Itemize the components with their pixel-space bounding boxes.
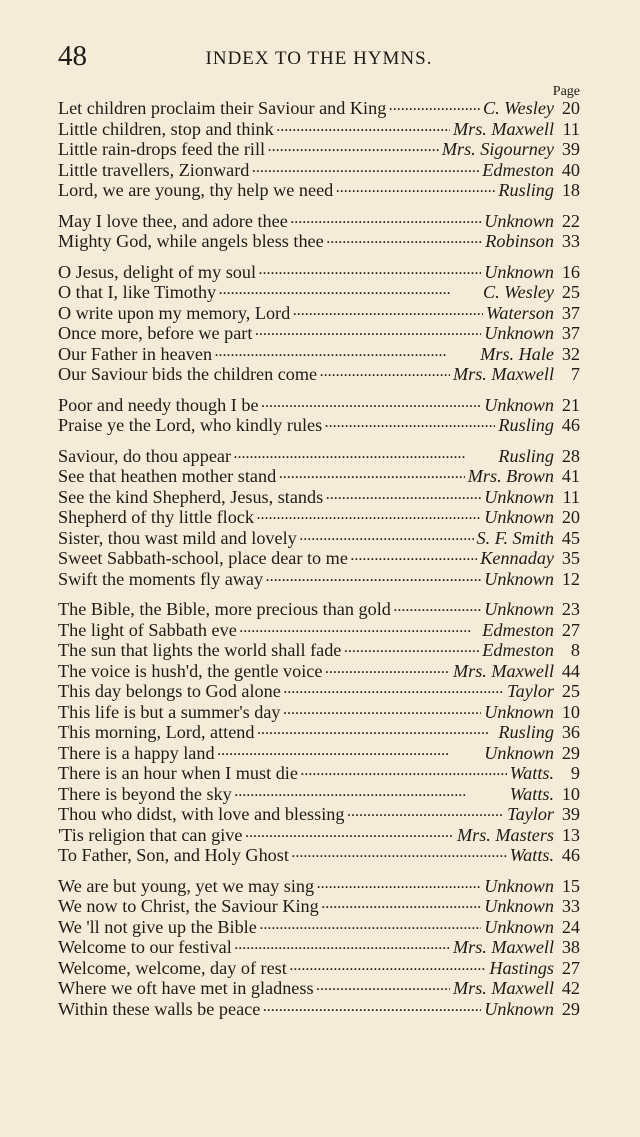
dot-leader bbox=[327, 233, 483, 247]
hymn-author: Watts. bbox=[509, 763, 554, 783]
dot-leader bbox=[284, 683, 504, 697]
hymn-page-number: 46 bbox=[561, 845, 580, 865]
index-entry bbox=[58, 804, 580, 825]
hymn-first-line: O Jesus, delight of my soul bbox=[58, 261, 257, 282]
hymn-author: Mrs. Maxwell bbox=[452, 937, 554, 957]
dot-leader bbox=[290, 960, 486, 974]
hymn-author: Unknown bbox=[484, 998, 554, 1019]
dot-leader bbox=[277, 121, 450, 135]
hymn-first-line: Little rain-drops feed the rill bbox=[58, 139, 266, 159]
hymn-author: Mrs. Maxwell bbox=[452, 660, 554, 681]
hymn-author: Mrs. Brown bbox=[467, 466, 554, 486]
hymn-first-line: There is an hour when I must die bbox=[58, 763, 298, 783]
hymn-first-line: Our Father in heaven bbox=[58, 343, 213, 364]
hymn-page-number: 36 bbox=[561, 722, 580, 742]
dot-leader bbox=[235, 786, 507, 800]
hymn-author: Unknown bbox=[484, 875, 554, 896]
hymn-first-line: Shepherd of thy little flock bbox=[58, 507, 254, 527]
hymn-author: Hastings bbox=[489, 957, 554, 978]
hymn-author: Taylor bbox=[507, 681, 554, 701]
hymn-first-line: Saviour, do thou appear bbox=[58, 445, 232, 466]
dot-leader bbox=[263, 1001, 481, 1015]
index-group bbox=[58, 876, 580, 1020]
hymn-author: Unknown bbox=[484, 261, 554, 282]
hymn-page-number: 8 bbox=[570, 640, 580, 660]
hymn-first-line: O that I, like Timothy bbox=[58, 282, 217, 302]
dot-leader bbox=[252, 162, 479, 176]
index-group bbox=[58, 446, 580, 590]
hymn-first-line: O write upon my memory, Lord bbox=[58, 302, 291, 323]
hymn-first-line: The sun that lights the world shall fade bbox=[58, 640, 342, 660]
index-entry bbox=[58, 364, 580, 385]
index-entry bbox=[58, 528, 580, 549]
hymn-page-number: 28 bbox=[561, 445, 580, 466]
index-group bbox=[58, 98, 580, 201]
index-entry bbox=[58, 344, 580, 365]
hymn-page-number: 9 bbox=[570, 763, 580, 783]
dot-leader bbox=[317, 980, 450, 994]
dot-leader bbox=[266, 571, 481, 585]
index-entry bbox=[58, 743, 580, 764]
hymn-page-number: 27 bbox=[561, 957, 580, 978]
index-entry bbox=[58, 446, 580, 467]
hymn-page-number: 35 bbox=[561, 548, 580, 568]
index-entry bbox=[58, 599, 580, 620]
hymn-author: Mrs. Maxwell bbox=[452, 364, 554, 384]
dot-leader bbox=[284, 704, 482, 718]
hymn-page-number: 10 bbox=[561, 701, 580, 722]
hymn-author: Unknown bbox=[484, 599, 554, 619]
hymn-first-line: See that heathen mother stand bbox=[58, 466, 277, 486]
hymn-author: Unknown bbox=[484, 916, 554, 937]
hymn-author: Unknown bbox=[484, 896, 554, 916]
index-entry bbox=[58, 958, 580, 979]
hymn-first-line: Welcome, welcome, day of rest bbox=[58, 957, 287, 978]
index-entry bbox=[58, 98, 580, 119]
hymn-page-number: 7 bbox=[570, 364, 580, 384]
hymn-first-line: May I love thee, and adore thee bbox=[58, 210, 288, 231]
index-entry bbox=[58, 262, 580, 283]
hymn-author: Unknown bbox=[484, 394, 554, 415]
index-entry bbox=[58, 507, 580, 528]
dot-leader bbox=[325, 417, 495, 431]
page-number: 48 bbox=[58, 40, 87, 72]
hymn-first-line: Welcome to our festival bbox=[58, 937, 232, 957]
hymn-page-number: 39 bbox=[561, 139, 580, 159]
hymn-first-line: We are but young, yet we may sing bbox=[58, 875, 315, 896]
hymn-author: Taylor bbox=[507, 804, 554, 824]
hymn-page-number: 33 bbox=[561, 896, 580, 916]
index-entry bbox=[58, 231, 580, 252]
hymn-page-number: 13 bbox=[561, 824, 580, 845]
hymn-page-number: 46 bbox=[561, 415, 580, 435]
hymn-page-number: 21 bbox=[561, 394, 580, 415]
hymn-author: Mrs. Maxwell bbox=[452, 978, 554, 998]
hymn-first-line: The light of Sabbath eve bbox=[58, 619, 237, 640]
index-entry bbox=[58, 917, 580, 938]
hymn-first-line: We now to Christ, the Saviour King bbox=[58, 896, 319, 916]
hymn-author: Waterson bbox=[485, 302, 554, 323]
dot-leader bbox=[260, 919, 481, 933]
hymn-first-line: There is beyond the sky bbox=[58, 783, 232, 804]
hymn-page-number: 20 bbox=[561, 507, 580, 527]
hymn-author: Robinson bbox=[485, 231, 554, 251]
index-entry bbox=[58, 466, 580, 487]
hymn-page-number: 44 bbox=[561, 660, 580, 681]
index-entry bbox=[58, 620, 580, 641]
hymn-first-line: This morning, Lord, attend bbox=[58, 722, 255, 742]
hymn-author: Rusling bbox=[498, 722, 554, 742]
dot-leader bbox=[320, 366, 450, 380]
index-entry bbox=[58, 415, 580, 436]
index-entry bbox=[58, 119, 580, 140]
hymn-first-line: See the kind Shepherd, Jesus, stands bbox=[58, 486, 324, 507]
hymn-first-line: To Father, Son, and Holy Ghost bbox=[58, 845, 289, 865]
hymn-page-number: 12 bbox=[561, 568, 580, 589]
hymn-first-line: Little travellers, Zionward bbox=[58, 159, 250, 180]
dot-leader bbox=[394, 601, 481, 615]
page-header bbox=[58, 40, 580, 80]
hymn-page-number: 11 bbox=[562, 486, 580, 507]
index-entry bbox=[58, 640, 580, 661]
index-entry bbox=[58, 211, 580, 232]
hymn-page-number: 20 bbox=[561, 98, 580, 118]
dot-leader bbox=[279, 468, 465, 482]
hymn-page-number: 29 bbox=[561, 742, 580, 763]
dot-leader bbox=[234, 448, 495, 462]
hymn-author: Kennaday bbox=[480, 548, 554, 568]
index-entry bbox=[58, 999, 580, 1020]
hymn-author: S. F. Smith bbox=[476, 527, 554, 548]
hymn-author: Unknown bbox=[484, 568, 554, 589]
dot-leader bbox=[326, 489, 481, 503]
dot-leader bbox=[347, 806, 504, 820]
dot-leader bbox=[293, 305, 483, 319]
dot-leader bbox=[336, 182, 495, 196]
hymn-first-line: Poor and needy though I be bbox=[58, 394, 259, 415]
index-entry bbox=[58, 139, 580, 160]
index-entry bbox=[58, 180, 580, 201]
hymn-author: Rusling bbox=[498, 445, 554, 466]
dot-leader bbox=[258, 724, 496, 738]
hymn-page-number: 24 bbox=[561, 916, 580, 937]
dot-leader bbox=[301, 765, 507, 779]
hymn-page-number: 10 bbox=[561, 783, 580, 804]
hymn-page-number: 27 bbox=[561, 619, 580, 640]
hymn-first-line: This day belongs to God alone bbox=[58, 681, 281, 701]
hymn-page-number: 37 bbox=[561, 323, 580, 343]
index-group bbox=[58, 395, 580, 436]
index-entry bbox=[58, 896, 580, 917]
dot-leader bbox=[300, 530, 474, 544]
dot-leader bbox=[218, 745, 482, 759]
hymn-author: Unknown bbox=[484, 701, 554, 722]
hymn-first-line: Once more, before we part bbox=[58, 323, 253, 343]
hymn-first-line: Little children, stop and think bbox=[58, 118, 274, 139]
hymn-page-number: 29 bbox=[561, 998, 580, 1019]
dot-leader bbox=[257, 509, 481, 523]
dot-leader bbox=[245, 827, 454, 841]
index-entry bbox=[58, 763, 580, 784]
index-entry bbox=[58, 323, 580, 344]
index-entry bbox=[58, 569, 580, 590]
dot-leader bbox=[262, 397, 482, 411]
dot-leader bbox=[235, 939, 450, 953]
hymn-page-number: 22 bbox=[561, 210, 580, 231]
hymn-first-line: Mighty God, while angels bless thee bbox=[58, 231, 324, 251]
index-group bbox=[58, 599, 580, 866]
hymn-first-line: Sister, thou wast mild and lovely bbox=[58, 527, 297, 548]
hymn-page-number: 33 bbox=[561, 231, 580, 251]
dot-leader bbox=[219, 284, 480, 298]
index-group bbox=[58, 211, 580, 252]
hymn-page-number: 11 bbox=[562, 118, 580, 139]
hymn-author: Watts. bbox=[509, 783, 554, 804]
hymn-page-number: 16 bbox=[561, 261, 580, 282]
dot-leader bbox=[215, 346, 477, 360]
index-entry bbox=[58, 845, 580, 866]
hymn-first-line: Praise ye the Lord, who kindly rules bbox=[58, 415, 323, 435]
hymn-author: C. Wesley bbox=[482, 282, 554, 302]
hymn-first-line: We 'll not give up the Bible bbox=[58, 916, 257, 937]
dot-leader bbox=[351, 550, 477, 564]
hymn-first-line: Thou who didst, with love and blessing bbox=[58, 804, 345, 824]
index-entry bbox=[58, 876, 580, 897]
index-entry bbox=[58, 303, 580, 324]
hymn-page-number: 40 bbox=[561, 159, 580, 180]
hymn-page-number: 45 bbox=[561, 527, 580, 548]
dot-leader bbox=[389, 100, 480, 114]
hymn-page-number: 32 bbox=[561, 343, 580, 364]
hymn-page-number: 39 bbox=[561, 804, 580, 824]
dot-leader bbox=[259, 264, 481, 278]
hymn-page-number: 18 bbox=[561, 180, 580, 200]
hymn-page-number: 42 bbox=[561, 978, 580, 998]
hymn-first-line: This life is but a summer's day bbox=[58, 701, 281, 722]
index-entry bbox=[58, 784, 580, 805]
dot-leader bbox=[317, 878, 481, 892]
hymn-author: Edmeston bbox=[482, 619, 554, 640]
hymn-first-line: Within these walls be peace bbox=[58, 998, 261, 1019]
page-column-label: Page bbox=[552, 84, 580, 99]
index-entry bbox=[58, 937, 580, 958]
index-entry bbox=[58, 722, 580, 743]
hymn-first-line: Swift the moments fly away bbox=[58, 568, 264, 589]
hymn-first-line: Sweet Sabbath-school, place dear to me bbox=[58, 548, 348, 568]
hymn-first-line: The voice is hush'd, the gentle voice bbox=[58, 660, 323, 681]
dot-leader bbox=[240, 622, 479, 636]
hymn-author: Mrs. Maxwell bbox=[452, 118, 554, 139]
index-entry bbox=[58, 978, 580, 999]
index-entry bbox=[58, 661, 580, 682]
hymn-page-number: 23 bbox=[561, 599, 580, 619]
hymn-page-number: 25 bbox=[561, 282, 580, 302]
hymn-author: Unknown bbox=[484, 210, 554, 231]
hymn-author: Mrs. Hale bbox=[480, 343, 554, 364]
hymn-first-line: Let children proclaim their Saviour and King bbox=[58, 98, 387, 118]
hymn-author: Edmeston bbox=[482, 640, 554, 660]
hymn-first-line: There is a happy land bbox=[58, 742, 215, 763]
dot-leader bbox=[255, 325, 481, 339]
dot-leader bbox=[322, 898, 482, 912]
dot-leader bbox=[292, 847, 507, 861]
index-entry bbox=[58, 702, 580, 723]
index-entry bbox=[58, 282, 580, 303]
index-entry bbox=[58, 160, 580, 181]
hymn-page-number: 15 bbox=[561, 875, 580, 896]
hymn-author: Mrs. Sigourney bbox=[441, 139, 554, 159]
hymn-first-line: Our Saviour bids the children come bbox=[58, 364, 318, 384]
running-title: INDEX TO THE HYMNS. bbox=[205, 48, 433, 69]
hymn-first-line: Lord, we are young, thy help we need bbox=[58, 180, 334, 200]
hymn-index bbox=[58, 98, 580, 1029]
hymn-first-line: Where we oft have met in gladness bbox=[58, 978, 314, 998]
hymn-author: Unknown bbox=[484, 507, 554, 527]
dot-leader bbox=[344, 642, 479, 656]
index-entry bbox=[58, 825, 580, 846]
hymn-first-line: 'Tis religion that can give bbox=[58, 824, 243, 845]
hymn-first-line: The Bible, the Bible, more precious than gold bbox=[58, 599, 391, 619]
dot-leader bbox=[268, 141, 439, 155]
index-group bbox=[58, 262, 580, 385]
hymn-author: Unknown bbox=[484, 486, 554, 507]
hymn-author: Edmeston bbox=[482, 159, 554, 180]
dot-leader bbox=[325, 663, 450, 677]
index-entry bbox=[58, 395, 580, 416]
hymn-author: C. Wesley bbox=[482, 98, 554, 118]
index-entry bbox=[58, 548, 580, 569]
hymn-page-number: 37 bbox=[561, 302, 580, 323]
hymn-page-number: 25 bbox=[561, 681, 580, 701]
hymn-page-number: 38 bbox=[561, 937, 580, 957]
hymn-author: Rusling bbox=[498, 415, 554, 435]
hymn-author: Rusling bbox=[498, 180, 554, 200]
index-entry bbox=[58, 487, 580, 508]
hymn-page-number: 41 bbox=[561, 466, 580, 486]
hymn-author: Unknown bbox=[484, 742, 554, 763]
hymn-author: Mrs. Masters bbox=[456, 824, 554, 845]
hymn-author: Watts. bbox=[509, 845, 554, 865]
hymn-author: Unknown bbox=[484, 323, 554, 343]
dot-leader bbox=[291, 213, 482, 227]
index-entry bbox=[58, 681, 580, 702]
